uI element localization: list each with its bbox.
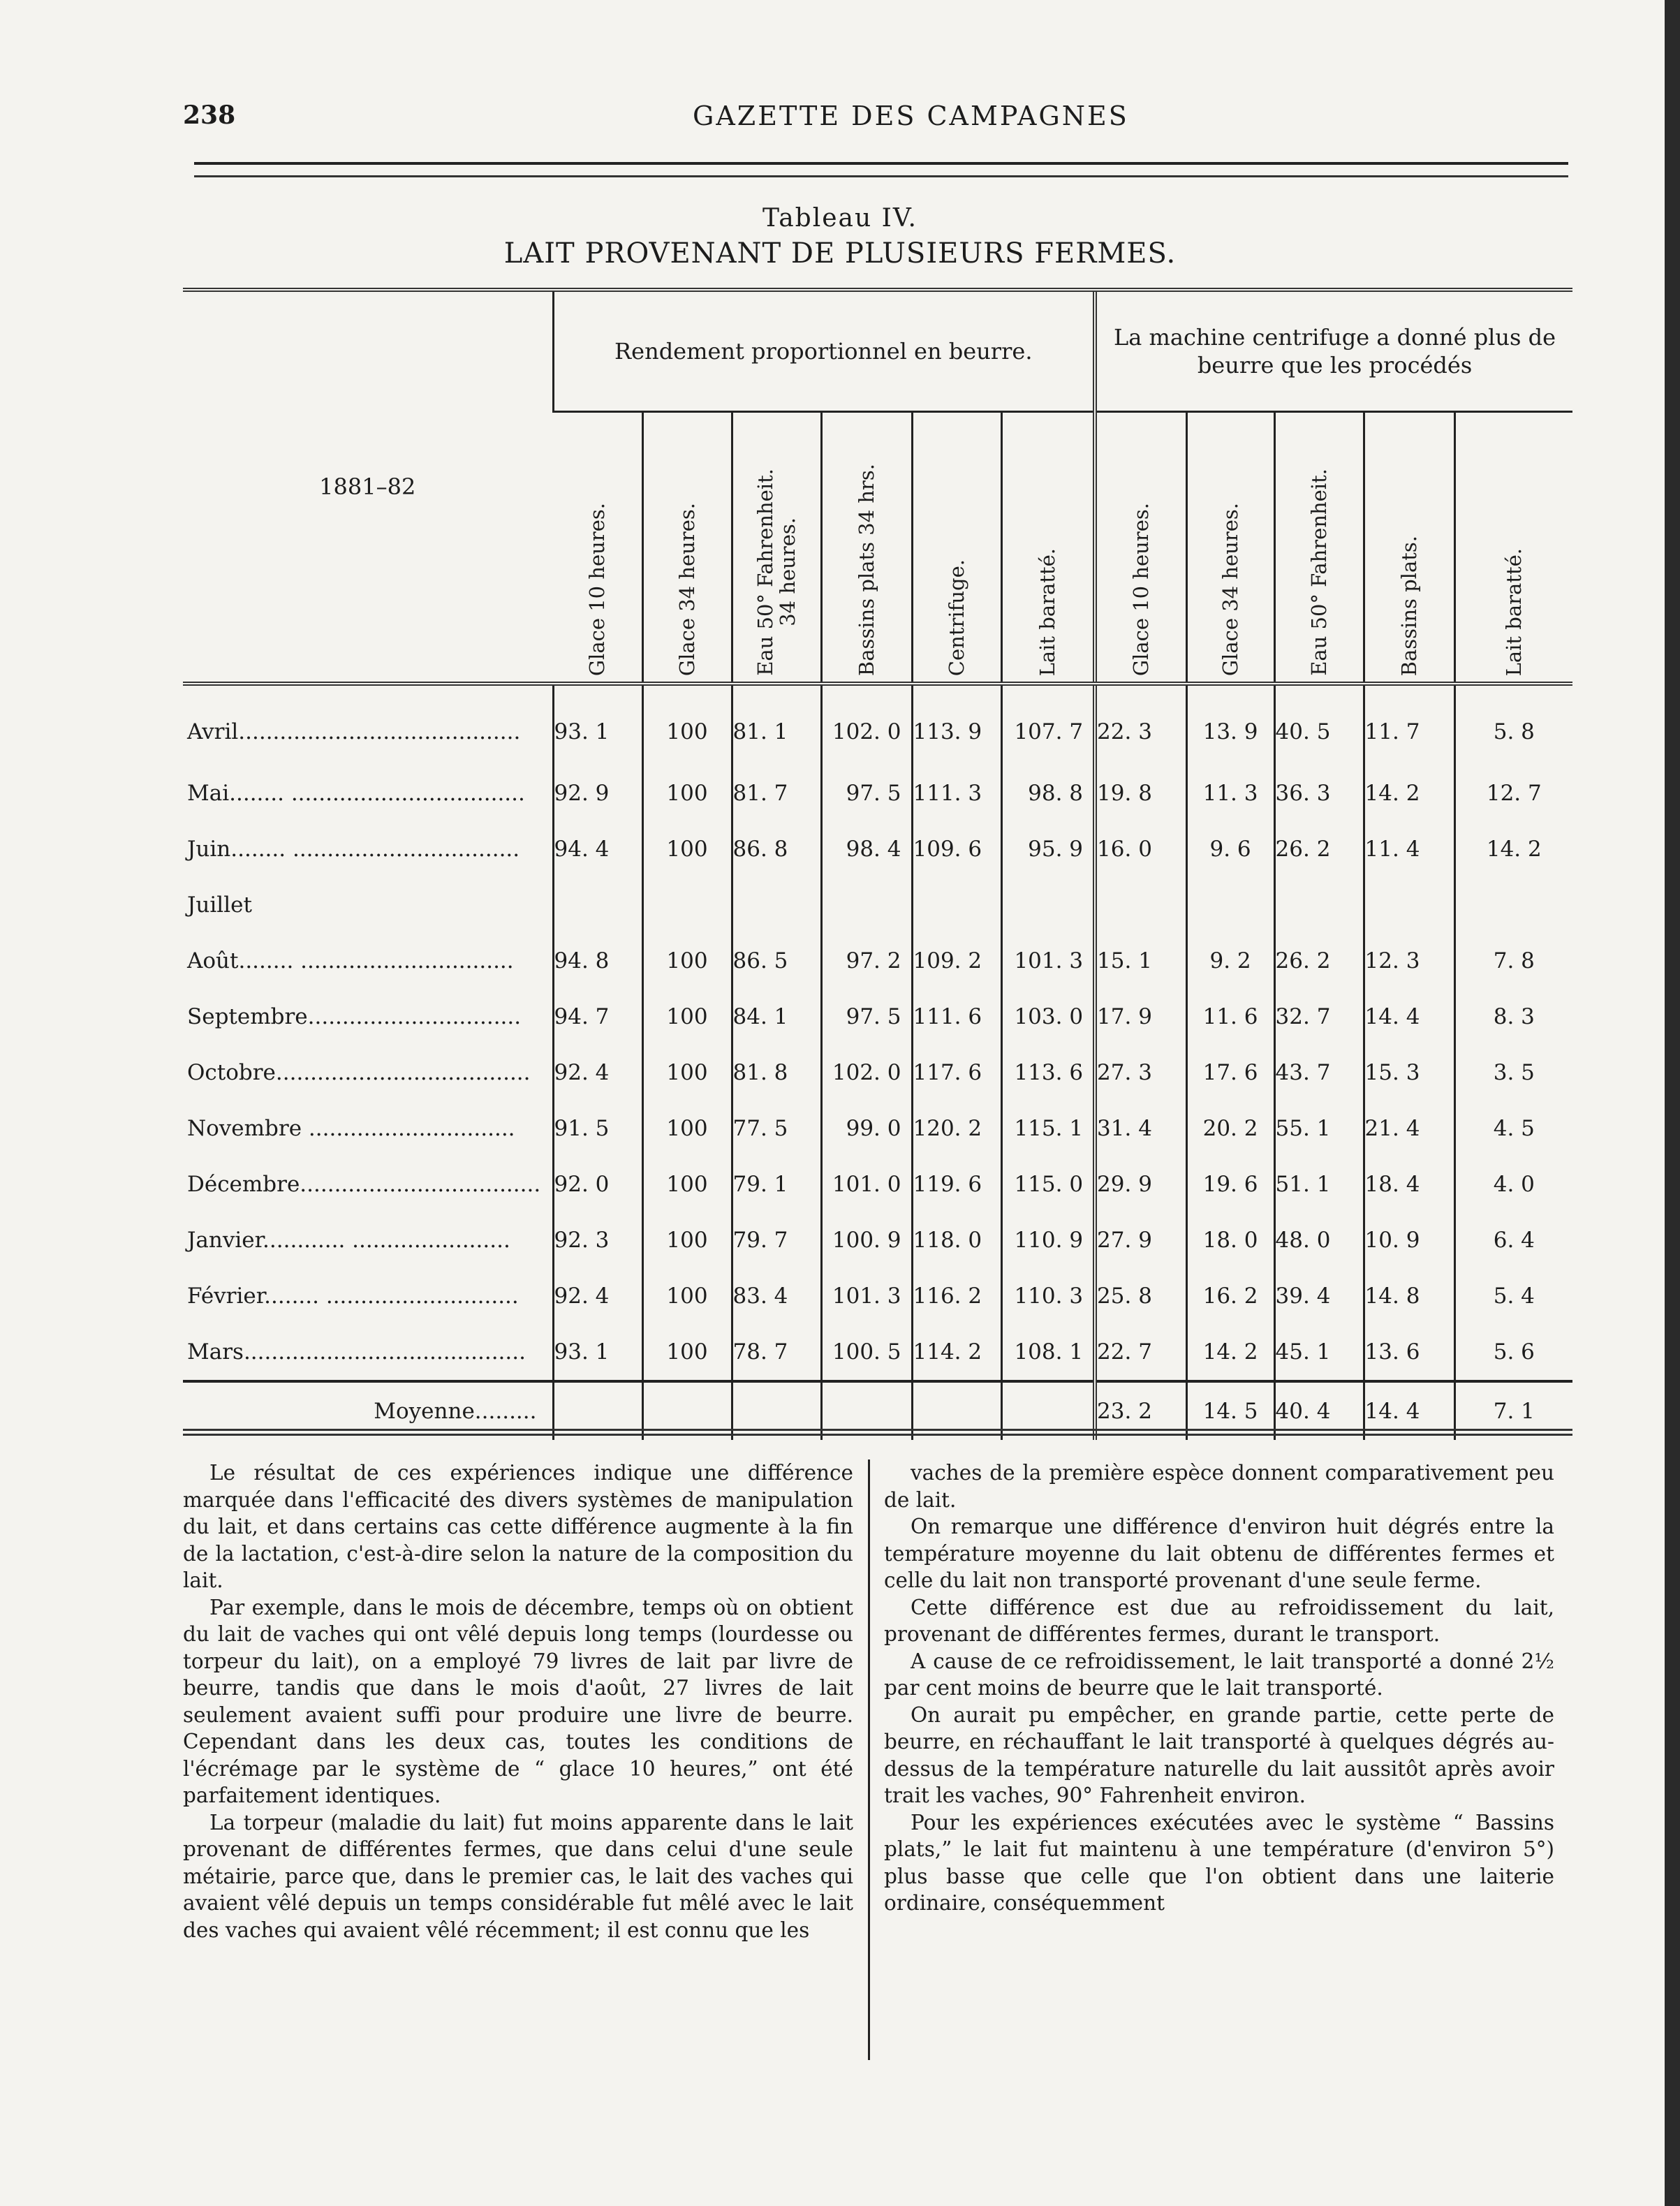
table-cell: 111. 3 — [912, 765, 1001, 821]
table-row — [183, 933, 1572, 989]
paragraph: A cause de ce refroidissement, le lait transporté a donné 2½ par cent moins de beurre que le lait transporté. — [884, 1649, 1554, 1700]
table-cell: 79. 7 — [732, 1212, 821, 1268]
group-header-yield: Rendement proportionnel en beurre. — [553, 290, 1095, 412]
table-cell: 20. 2 — [1186, 1101, 1274, 1156]
table-row — [183, 1268, 1572, 1324]
table-row — [183, 1324, 1572, 1381]
table-cell: 51. 1 — [1274, 1156, 1364, 1212]
table-cell: 6. 4 — [1454, 1212, 1572, 1268]
table-cell: 120. 2 — [912, 1101, 1001, 1156]
table-label: Tableau IV. — [762, 204, 918, 233]
table-cell: 117. 6 — [912, 1045, 1001, 1101]
month-label: Septembre............................... — [187, 1004, 522, 1029]
table-cell — [642, 877, 732, 933]
table-cell: 81. 7 — [732, 765, 821, 821]
table-cell: 102. 0 — [821, 684, 912, 765]
table-cell — [821, 877, 912, 933]
table-cell: 14. 5 — [1186, 1381, 1274, 1440]
table-cell: 108. 1 — [1001, 1324, 1095, 1381]
year-header: 1881–82 — [183, 290, 553, 684]
table-cell — [553, 877, 642, 933]
column-header-text: Bassins plats 34 hrs. — [855, 463, 878, 676]
table-cell: 15. 1 — [1095, 933, 1186, 989]
table-cell: 15. 3 — [1364, 1045, 1454, 1101]
column-header-yield-3 — [732, 412, 821, 684]
table-cell: 94. 8 — [553, 933, 642, 989]
table-cell: 111. 6 — [912, 989, 1001, 1045]
table-cell: 55. 1 — [1274, 1101, 1364, 1156]
table-cell: 91. 5 — [553, 1101, 642, 1156]
page-header — [183, 96, 1579, 145]
table-cell: 27. 9 — [1095, 1212, 1186, 1268]
column-header-text: Eau 50° Fahrenheit. — [753, 469, 777, 676]
table-cell: 8. 3 — [1454, 989, 1572, 1045]
table-cell: 14. 8 — [1364, 1268, 1454, 1324]
column-header-text: Lait baratté. — [1036, 547, 1060, 676]
table-cell: 100 — [642, 765, 732, 821]
table-cell: 13. 6 — [1364, 1324, 1454, 1381]
table-cell: 3. 5 — [1454, 1045, 1572, 1101]
month-label: Mai........ .................................. — [187, 781, 525, 806]
text-column-right — [884, 1459, 1554, 1917]
column-header-centrifuge-1 — [1095, 412, 1186, 684]
header-rule — [194, 162, 1568, 177]
table-cell: 45. 1 — [1274, 1324, 1364, 1381]
table-cell: 101. 3 — [1001, 933, 1095, 989]
table-cell: 29. 9 — [1095, 1156, 1186, 1212]
table-cell: 114. 2 — [912, 1324, 1001, 1381]
month-label: Avril......................................... — [187, 719, 521, 744]
table-cell — [1095, 877, 1186, 933]
table-cell: 14. 2 — [1186, 1324, 1274, 1381]
table-cell: 79. 1 — [732, 1156, 821, 1212]
table-cell: 19. 6 — [1186, 1156, 1274, 1212]
table-cell: 23. 2 — [1095, 1381, 1186, 1440]
table-cell: 4. 0 — [1454, 1156, 1572, 1212]
table-cell — [1274, 877, 1364, 933]
table-cell: 39. 4 — [1274, 1268, 1364, 1324]
table-cell: 113. 9 — [912, 684, 1001, 765]
table-cell: 100 — [642, 1101, 732, 1156]
month-label: Février........ ............................ — [187, 1284, 519, 1309]
table-cell: 100 — [642, 1156, 732, 1212]
table-cell: 22. 3 — [1095, 684, 1186, 765]
table-cell — [1454, 877, 1572, 933]
table-cell: 84. 1 — [732, 989, 821, 1045]
body-text — [183, 1459, 1572, 2060]
table-cell: 97. 5 — [821, 765, 912, 821]
table-bottom-rule — [183, 1429, 1572, 1436]
column-header-centrifuge-5 — [1454, 412, 1572, 684]
column-header-text: Glace 10 heures. — [585, 502, 610, 676]
month-label: Juin........ ................................. — [187, 837, 520, 862]
paragraph: Pour les expériences exécutées avec le système “ Bassins plats,” le lait fut maintenu à une température (d'environ 5°) plus basse que celle que l'on obtient dans une laiterie ordinaire, conséquemment — [884, 1810, 1554, 1915]
table-cell: 100 — [642, 684, 732, 765]
table-cell: 92. 3 — [553, 1212, 642, 1268]
table-cell: 83. 4 — [732, 1268, 821, 1324]
table-cell: 93. 1 — [553, 684, 642, 765]
data-table — [183, 288, 1572, 1440]
paragraph: La torpeur (maladie du lait) fut moins apparente dans le lait provenant de différentes fermes, que dans celui d'une seule métairie, parce que, dans le premier cas, le lait des vaches qui avaient vêlé depuis un temps considérable fut mêlé avec le lait des vaches qui avaient vêlé récemment; il est connu que les — [183, 1810, 853, 1942]
table-row — [183, 1101, 1572, 1156]
table-cell: 9. 6 — [1186, 821, 1274, 877]
table-cell: 19. 8 — [1095, 765, 1186, 821]
table-cell: 100. 5 — [821, 1324, 912, 1381]
column-header-text: Glace 34 heures. — [675, 502, 699, 676]
column-header-text: 34 heures. — [776, 517, 800, 627]
table-cell: 110. 3 — [1001, 1268, 1095, 1324]
table-row — [183, 765, 1572, 821]
column-header-text: Glace 34 heures. — [1218, 502, 1243, 676]
table-cell: 18. 4 — [1364, 1156, 1454, 1212]
table-cell: 81. 8 — [732, 1045, 821, 1101]
month-label: Décembre................................... — [187, 1172, 541, 1197]
table-cell: 7. 8 — [1454, 933, 1572, 989]
table-cell: 100. 9 — [821, 1212, 912, 1268]
running-head: GAZETTE DES CAMPAGNES — [693, 101, 1129, 131]
table-cell: 17. 9 — [1095, 989, 1186, 1045]
group-header-centrifuge: La machine centrifuge a donné plus de beurre que les procédés — [1095, 290, 1572, 412]
table-row — [183, 1212, 1572, 1268]
table-cell: 86. 5 — [732, 933, 821, 989]
table-cell: 5. 8 — [1454, 684, 1572, 765]
table-cell: 4. 5 — [1454, 1101, 1572, 1156]
table-cell: 92. 9 — [553, 765, 642, 821]
table-cell: 101. 0 — [821, 1156, 912, 1212]
table-cell: 92. 4 — [553, 1268, 642, 1324]
column-divider — [868, 1459, 870, 2060]
table-cell: 100 — [642, 821, 732, 877]
table-cell: 5. 4 — [1454, 1268, 1572, 1324]
table-cell: 16. 0 — [1095, 821, 1186, 877]
table-cell: 100 — [642, 933, 732, 989]
column-header-text: Bassins plats. — [1397, 535, 1422, 676]
table-cell: 100 — [642, 989, 732, 1045]
table-cell: 7. 1 — [1454, 1381, 1572, 1440]
table-cell: 92. 0 — [553, 1156, 642, 1212]
table-cell: 101. 3 — [821, 1268, 912, 1324]
table-cell: 36. 3 — [1274, 765, 1364, 821]
table-row — [183, 989, 1572, 1045]
table-cell: 92. 4 — [553, 1045, 642, 1101]
table-cell: 11. 6 — [1186, 989, 1274, 1045]
table-cell: 14. 2 — [1454, 821, 1572, 877]
table-row — [183, 684, 1572, 765]
table-cell: 119. 6 — [912, 1156, 1001, 1212]
table-cell: 14. 4 — [1364, 989, 1454, 1045]
table-cell: 115. 1 — [1001, 1101, 1095, 1156]
month-label: Octobre..................................... — [187, 1060, 531, 1085]
table-cell: 81. 1 — [732, 684, 821, 765]
table-cell: 100 — [642, 1045, 732, 1101]
table-cell: 16. 2 — [1186, 1268, 1274, 1324]
table-title: LAIT PROVENANT DE PLUSIEURS FERMES. — [503, 237, 1177, 270]
table-cell: 100 — [642, 1268, 732, 1324]
table-cell: 31. 4 — [1095, 1101, 1186, 1156]
paragraph: vaches de la première espèce donnent comparativement peu de lait. — [884, 1461, 1554, 1512]
table-cell: 12. 7 — [1454, 765, 1572, 821]
table-cell: 9. 2 — [1186, 933, 1274, 989]
average-label: Moyenne......... — [183, 1381, 553, 1440]
table-cell: 17. 6 — [1186, 1045, 1274, 1101]
table-cell: 98. 8 — [1001, 765, 1095, 821]
table-cell: 107. 7 — [1001, 684, 1095, 765]
column-header-yield-2 — [642, 412, 732, 684]
table-cell: 115. 0 — [1001, 1156, 1095, 1212]
month-label: Novembre .............................. — [187, 1116, 515, 1141]
table-row — [183, 821, 1572, 877]
table-cell: 11. 4 — [1364, 821, 1454, 877]
table-cell: 109. 2 — [912, 933, 1001, 989]
table-cell — [1364, 877, 1454, 933]
table-cell: 40. 5 — [1274, 684, 1364, 765]
paragraph: On remarque une différence d'environ huit dégrés entre la température moyenne du lait obtenu de différentes fermes et celle du lait non transporté provenant d'une seule ferme. — [884, 1515, 1554, 1592]
table-cell: 103. 0 — [1001, 989, 1095, 1045]
table-cell: 93. 1 — [553, 1324, 642, 1381]
table-cell: 22. 7 — [1095, 1324, 1186, 1381]
table-cell: 18. 0 — [1186, 1212, 1274, 1268]
table-cell: 86. 8 — [732, 821, 821, 877]
table-row — [183, 1045, 1572, 1101]
table-cell: 11. 7 — [1364, 684, 1454, 765]
paragraph: Cette différence est due au refroidissement du lait, provenant de différentes fermes, durant le transport. — [884, 1595, 1554, 1646]
table-cell: 97. 5 — [821, 989, 912, 1045]
table-cell: 26. 2 — [1274, 933, 1364, 989]
table-cell: 43. 7 — [1274, 1045, 1364, 1101]
month-label: Juillet — [187, 892, 252, 918]
table-cell: 11. 3 — [1186, 765, 1274, 821]
column-header-yield-4 — [821, 412, 912, 684]
table-cell: 12. 3 — [1364, 933, 1454, 989]
table-cell: 32. 7 — [1274, 989, 1364, 1045]
table-cell: 102. 0 — [821, 1045, 912, 1101]
table-cell: 10. 9 — [1364, 1212, 1454, 1268]
text-column-left — [183, 1459, 853, 1943]
column-header-text: Eau 50° Fahrenheit. — [1307, 469, 1332, 676]
table-cell: 100 — [642, 1324, 732, 1381]
paragraph: On aurait pu empêcher, en grande partie, cette perte de beurre, en réchauffant le lait transporté à quelques dégrés au-dessus de la température naturelle du lait aussitôt après avoir trait les vaches, 90° Fahrenheit environ. — [884, 1703, 1554, 1807]
table-cell: 5. 6 — [1454, 1324, 1572, 1381]
table-cell: 21. 4 — [1364, 1101, 1454, 1156]
table-cell: 25. 8 — [1095, 1268, 1186, 1324]
table-cell: 26. 2 — [1274, 821, 1364, 877]
table-row — [183, 1156, 1572, 1212]
table-cell: 27. 3 — [1095, 1045, 1186, 1101]
table-cell — [1001, 877, 1095, 933]
column-header-yield-6 — [1001, 412, 1095, 684]
table-row — [183, 877, 1572, 933]
table-cell: 110. 9 — [1001, 1212, 1095, 1268]
column-header-text: Glace 10 heures. — [1129, 502, 1154, 676]
table-cell — [732, 877, 821, 933]
column-header-centrifuge-2 — [1186, 412, 1274, 684]
table-cell: 14. 4 — [1364, 1381, 1454, 1440]
paragraph: Le résultat de ces expériences indique une différence marquée dans l'efficacité des divers systèmes de manipulation du lait, et dans certains cas cette différence augmente à la fin de la lactation, c'est-à-dire selon la nature de la composition du lait. — [183, 1461, 853, 1592]
table-cell — [912, 877, 1001, 933]
table-cell: 99. 0 — [821, 1101, 912, 1156]
column-header-text: Lait baratté. — [1502, 547, 1526, 676]
table-cell: 116. 2 — [912, 1268, 1001, 1324]
column-header-centrifuge-4 — [1364, 412, 1454, 684]
table-cell: 94. 7 — [553, 989, 642, 1045]
month-label: Janvier............ ....................... — [187, 1228, 510, 1253]
table-cell: 48. 0 — [1274, 1212, 1364, 1268]
table-cell: 100 — [642, 1212, 732, 1268]
month-label: Août........ ............................... — [187, 948, 514, 973]
table-cell: 109. 6 — [912, 821, 1001, 877]
table-cell: 78. 7 — [732, 1324, 821, 1381]
table-cell — [1186, 877, 1274, 933]
column-header-yield-1 — [553, 412, 642, 684]
month-label: Mars......................................... — [187, 1339, 526, 1365]
page-edge-shadow — [1665, 0, 1680, 2206]
table-cell: 95. 9 — [1001, 821, 1095, 877]
table-cell: 14. 2 — [1364, 765, 1454, 821]
table-cell: 113. 6 — [1001, 1045, 1095, 1101]
table-cell: 97. 2 — [821, 933, 912, 989]
table-cell: 77. 5 — [732, 1101, 821, 1156]
table-cell: 40. 4 — [1274, 1381, 1364, 1440]
table-cell: 118. 0 — [912, 1212, 1001, 1268]
table-cell: 94. 4 — [553, 821, 642, 877]
column-header-yield-5 — [912, 412, 1001, 684]
column-header-text: Centrifuge. — [945, 559, 968, 676]
table-cell: 13. 9 — [1186, 684, 1274, 765]
paragraph: Par exemple, dans le mois de décembre, temps où on obtient du lait de vaches qui ont vêlé depuis long temps (lourdesse ou torpeur du lait), on a employé 79 livres de lait par livre de beurre, tandis que dans le mois d'août, 27 livres de lait seulement avaient suffi pour produire une livre de beurre. Cependant dans les deux cas, toutes les conditions de l'écrémage par le système de “ glace 10 heures,” ont été parfaitement identiques. — [183, 1595, 853, 1807]
page-number: 238 — [183, 101, 236, 130]
table-cell: 98. 4 — [821, 821, 912, 877]
column-header-centrifuge-3 — [1274, 412, 1364, 684]
